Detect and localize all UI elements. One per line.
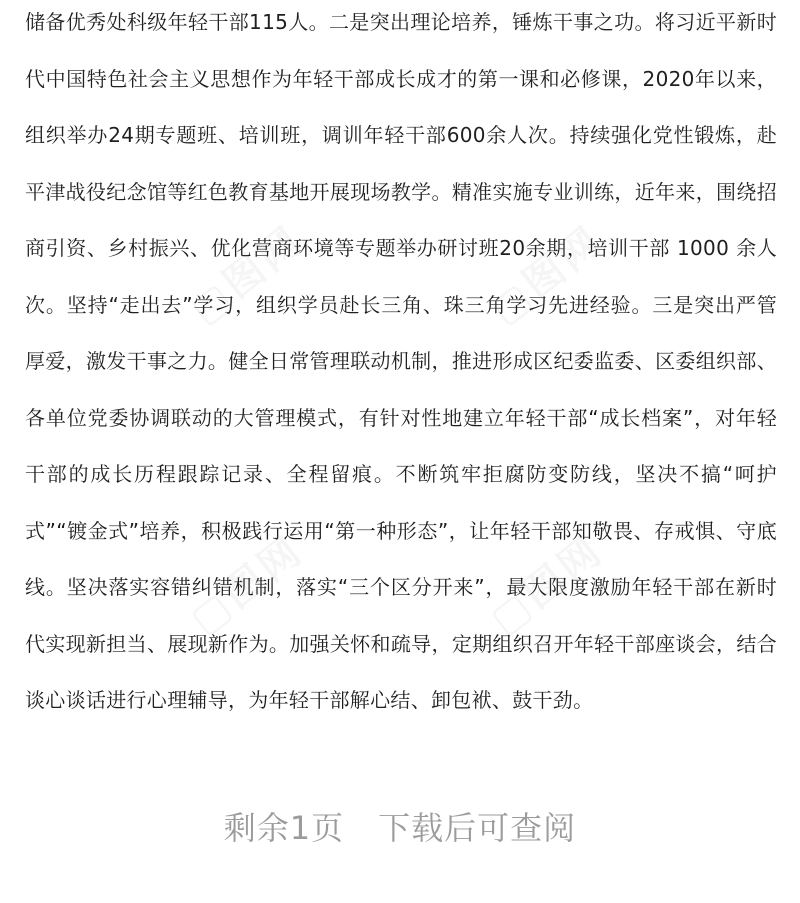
document-paragraph: 储备优秀处科级年轻干部115人。二是突出理论培养，锤炼干事之功。将习近平新时代中国特色社会主义思想作为年轻干部成长成才的第一课和必修课，2020年以来，组织举办24期专题班、培训班，调训年轻干部600余人次。持续强化党性锻炼，赴平津战役纪念馆等红色教育基地开展现场教学。精准实施专业训练，近年来，围绕招商引资、乡村振兴、优化营商环境等专题举办研讨班20余期，培训干部 1000 余人次。坚持“走出去”学习，组织学员赴长三角、珠三角学习先进经验。三是突出严管厚爱，激发干事之力。健全日常管理联动机制，推进形成区纪委监委、区委组织部、各单位党委协调联动的大管理模式，有针对性地建立年轻干部“成长档案”，对年轻干部的成长历程跟踪记录、全程留痕。不断筑牢拒腐防变防线，坚决不搞“呵护式”“镀金式”培养，积极践行运用“第一种形态”，让年轻干部知敬畏、存戒惧、守底线。坚决落实容错纠错机制，落实“三个区分开来”，最大限度激励年轻干部在新时代实现新担当、展现新作为。加强关怀和疏导，定期组织召开年轻干部座谈会，结合谈心谈话进行心理辅导，为年轻干部解心结、卸包袱、鼓干劲。 <box>25 10 777 712</box>
watermark-icon: ▢图网 <box>181 527 313 644</box>
download-hint-label: 下载后可查阅 <box>378 809 577 847</box>
remaining-pages-label: 剩余1页 <box>223 809 345 847</box>
watermark-icon: ▢图网 <box>181 217 313 334</box>
watermark-icon: ▢图网 <box>481 527 613 644</box>
watermark-icon: ▢图网 <box>481 217 613 334</box>
download-to-view-button[interactable] <box>0 798 800 858</box>
